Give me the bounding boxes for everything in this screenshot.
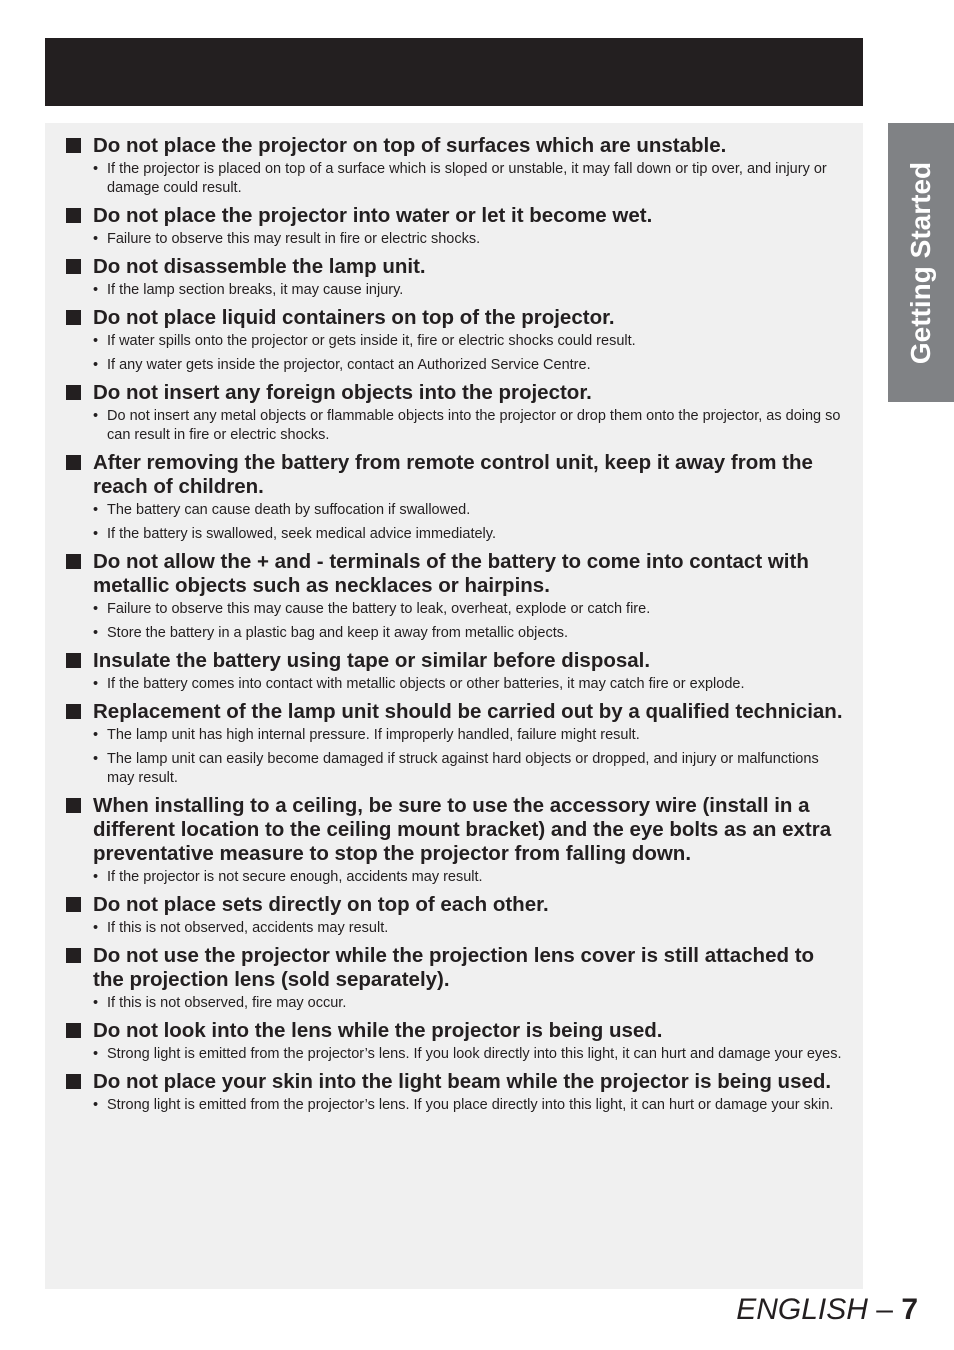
square-bullet-icon: [66, 138, 81, 153]
square-bullet-icon: [66, 653, 81, 668]
section-heading-text: Replacement of the lamp unit should be carried out by a qualified technician.: [93, 700, 843, 723]
square-bullet-icon: [66, 208, 81, 223]
list-item-text: If water spills onto the projector or gets inside it, fire or electric shocks could result.: [107, 333, 636, 349]
bullet-dot-icon: •: [93, 625, 99, 641]
section-heading: [65, 451, 845, 499]
square-bullet-icon: [66, 948, 81, 963]
section-heading-text: Do not place sets directly on top of each other.: [93, 893, 549, 916]
square-bullet-icon: [66, 1074, 81, 1089]
bullet-list: [65, 1096, 845, 1115]
safety-section: [65, 649, 845, 694]
footer-separator: –: [867, 1293, 902, 1326]
page-number: 7: [901, 1293, 918, 1326]
bullet-dot-icon: •: [93, 1097, 99, 1113]
bullet-list: [65, 868, 845, 887]
list-item-text: If the battery is swallowed, seek medical advice immediately.: [107, 526, 496, 542]
section-heading: [65, 550, 845, 598]
section-heading-text: Do not place your skin into the light beam while the projector is being used.: [93, 1070, 832, 1093]
square-bullet-icon: [66, 385, 81, 400]
bullet-dot-icon: •: [93, 333, 99, 349]
square-bullet-icon: [66, 897, 81, 912]
section-heading-text: Insulate the battery using tape or similar before disposal.: [93, 649, 651, 672]
list-item-text: Store the battery in a plastic bag and keep it away from metallic objects.: [107, 625, 569, 641]
bullet-list: [65, 332, 845, 375]
bullet-dot-icon: •: [93, 676, 99, 692]
bullet-dot-icon: •: [93, 357, 99, 373]
page-footer: [736, 1293, 918, 1327]
bullet-list: [65, 407, 845, 445]
footer-language: ENGLISH: [736, 1293, 868, 1326]
square-bullet-icon: [66, 1023, 81, 1038]
section-tab-label: Getting Started: [905, 161, 936, 364]
section-heading: [65, 944, 845, 992]
list-item: [65, 332, 845, 351]
bullet-dot-icon: •: [93, 1046, 99, 1062]
square-bullet-icon: [66, 798, 81, 813]
section-heading: [65, 381, 845, 405]
bullet-dot-icon: •: [93, 502, 99, 518]
list-item: [65, 726, 845, 745]
safety-section: [65, 204, 845, 249]
list-item: [65, 994, 845, 1013]
bullet-dot-icon: •: [93, 869, 99, 885]
bullet-dot-icon: •: [93, 727, 99, 743]
section-heading-text: Do not use the projector while the projection lens cover is still attached to the projection lens (sold separately).: [93, 944, 815, 991]
bullet-list: [65, 600, 845, 643]
square-bullet-icon: [66, 704, 81, 719]
list-item-text: If the battery comes into contact with metallic objects or other batteries, it may catch fire or explode.: [107, 676, 745, 692]
bullet-list: [65, 675, 845, 694]
section-heading: [65, 134, 845, 158]
list-item-text: If the lamp section breaks, it may cause injury.: [107, 282, 404, 298]
bullet-dot-icon: •: [93, 282, 99, 298]
section-heading: [65, 306, 845, 330]
section-heading-text: Do not place the projector into water or let it become wet.: [93, 204, 653, 227]
list-item: [65, 356, 845, 375]
bullet-list: [65, 501, 845, 544]
list-item: [65, 919, 845, 938]
list-item: [65, 868, 845, 887]
bullet-dot-icon: •: [93, 751, 99, 767]
list-item: [65, 281, 845, 300]
list-item: [65, 501, 845, 520]
list-item-text: If this is not observed, accidents may result.: [107, 920, 389, 936]
list-item: [65, 407, 845, 445]
safety-precautions-panel: [45, 123, 863, 1289]
list-item-text: Strong light is emitted from the projector’s lens. If you look directly into this light, it can hurt and damage your eyes.: [107, 1046, 842, 1062]
square-bullet-icon: [66, 259, 81, 274]
safety-section: [65, 550, 845, 643]
safety-section: [65, 1019, 845, 1064]
list-item-text: The lamp unit can easily become damaged if struck against hard objects or dropped, and injury or malfunctions may result.: [107, 751, 819, 786]
bullet-dot-icon: •: [93, 161, 99, 177]
safety-section: [65, 700, 845, 788]
bullet-list: [65, 230, 845, 249]
list-item: [65, 624, 845, 643]
bullet-dot-icon: •: [93, 231, 99, 247]
list-item-text: Failure to observe this may cause the battery to leak, overheat, explode or catch fire.: [107, 601, 651, 617]
section-heading: [65, 1019, 845, 1043]
bullet-list: [65, 994, 845, 1013]
section-heading-text: Do not allow the + and - terminals of the battery to come into contact with metallic objects such as necklaces or hairpins.: [93, 550, 809, 597]
safety-section: [65, 451, 845, 544]
bullet-list: [65, 281, 845, 300]
safety-section: [65, 893, 845, 938]
list-item-text: Strong light is emitted from the projector’s lens. If you place directly into this light, it can hurt or damage your skin.: [107, 1097, 834, 1113]
list-item: [65, 600, 845, 619]
list-item-text: Do not insert any metal objects or flammable objects into the projector or drop them onto the projector, as doing so can result in fire or electric shocks.: [107, 408, 841, 443]
section-heading-text: Do not place liquid containers on top of the projector.: [93, 306, 615, 329]
section-heading: [65, 1070, 845, 1094]
safety-section: [65, 381, 845, 445]
bullet-list: [65, 1045, 845, 1064]
section-heading: [65, 649, 845, 673]
list-item: [65, 525, 845, 544]
bullet-dot-icon: •: [93, 526, 99, 542]
safety-section: [65, 794, 845, 887]
list-item: [65, 1096, 845, 1115]
safety-section: [65, 1070, 845, 1115]
section-tab: [888, 123, 954, 402]
square-bullet-icon: [66, 554, 81, 569]
list-item-text: If any water gets inside the projector, contact an Authorized Service Centre.: [107, 357, 591, 373]
list-item: [65, 160, 845, 198]
square-bullet-icon: [66, 310, 81, 325]
bullet-list: [65, 160, 845, 198]
section-heading-text: Do not disassemble the lamp unit.: [93, 255, 426, 278]
bullet-list: [65, 919, 845, 938]
bullet-dot-icon: •: [93, 601, 99, 617]
list-item: [65, 675, 845, 694]
safety-section: [65, 944, 845, 1013]
bullet-dot-icon: •: [93, 920, 99, 936]
list-item-text: The lamp unit has high internal pressure. If improperly handled, failure might result.: [107, 727, 640, 743]
section-heading: [65, 893, 845, 917]
list-item: [65, 750, 845, 788]
section-heading-text: After removing the battery from remote control unit, keep it away from the reach of children.: [93, 451, 813, 498]
list-item-text: The battery can cause death by suffocation if swallowed.: [107, 502, 471, 518]
header-bar: [45, 38, 863, 106]
section-heading: [65, 255, 845, 279]
bullet-dot-icon: •: [93, 408, 99, 424]
section-heading-text: Do not look into the lens while the projector is being used.: [93, 1019, 663, 1042]
list-item: [65, 230, 845, 249]
bullet-list: [65, 726, 845, 788]
section-heading: [65, 794, 845, 866]
list-item-text: If the projector is placed on top of a surface which is sloped or unstable, it may fall down or tip over, and injury or damage could result.: [107, 161, 827, 196]
section-heading: [65, 204, 845, 228]
section-heading-text: Do not insert any foreign objects into the projector.: [93, 381, 592, 404]
section-heading: [65, 700, 845, 724]
safety-section: [65, 306, 845, 375]
list-item: [65, 1045, 845, 1064]
bullet-dot-icon: •: [93, 995, 99, 1011]
safety-section: [65, 255, 845, 300]
list-item-text: If the projector is not secure enough, accidents may result.: [107, 869, 483, 885]
list-item-text: Failure to observe this may result in fire or electric shocks.: [107, 231, 481, 247]
safety-section: [65, 134, 845, 198]
list-item-text: If this is not observed, fire may occur.: [107, 995, 347, 1011]
section-heading-text: Do not place the projector on top of surfaces which are unstable.: [93, 134, 727, 157]
section-heading-text: When installing to a ceiling, be sure to use the accessory wire (install in a different location to the ceiling mount bracket) and the eye bolts as an extra preventative measure to stop the projector from falling down.: [93, 794, 832, 865]
square-bullet-icon: [66, 455, 81, 470]
